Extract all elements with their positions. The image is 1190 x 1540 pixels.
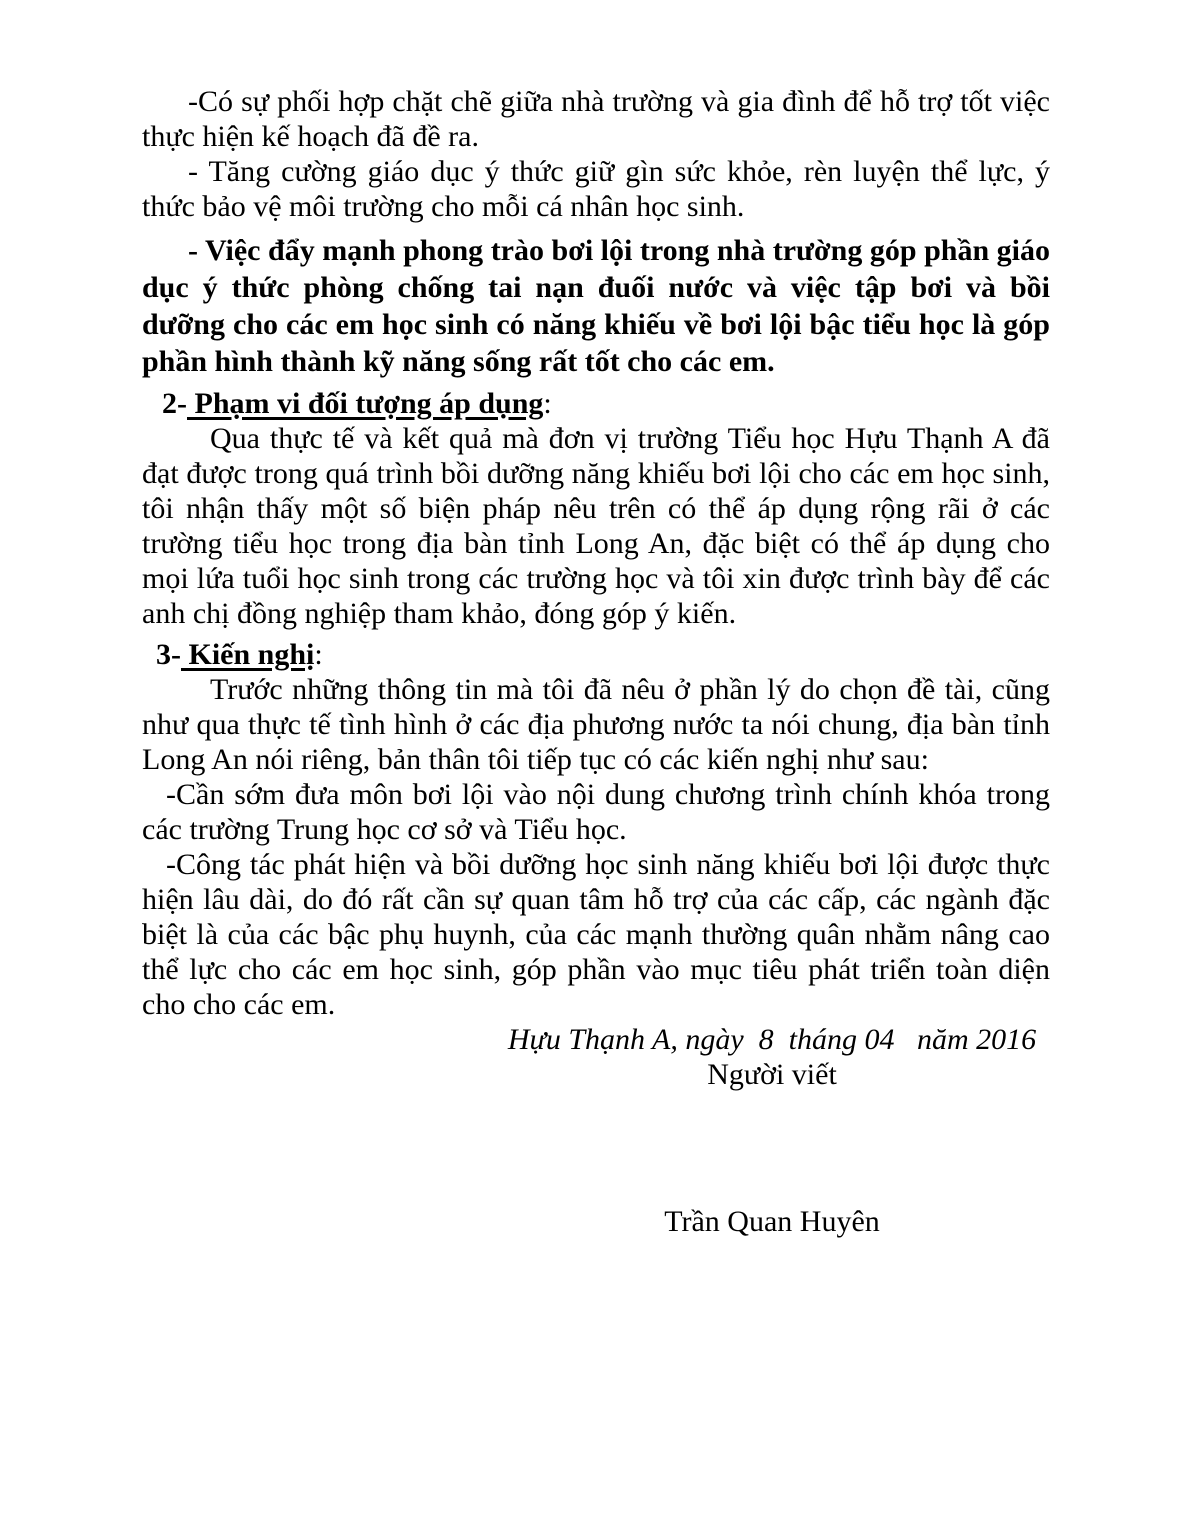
paragraph-scope-body: Qua thực tế và kết quả mà đơn vị trường Tiểu học Hựu Thạnh A đã đạt được trong quá trình bồi dưỡng năng khiếu bơi lội cho các em học sinh, tôi nhận thấy một số biện pháp nêu trên có thể áp dụng rộng rãi ở các trường tiểu học trong địa bàn tỉnh Long An, đặc biệt có thể áp dụng cho mọi lứa tuổi học sinh trong các trường học và tôi xin được trình bày để các anh chị đồng nghiệp tham khảo, đóng góp ý kiến.	[142, 422, 1050, 630]
section-number: 2-	[162, 387, 187, 420]
signer-name: Trần Quan Huyên	[664, 1205, 880, 1238]
paragraph-recommendations-intro: Trước những thông tin mà tôi đã nêu ở phần lý do chọn đề tài, cũng như qua thực tế tình hình ở các địa phương nước ta nói chung, địa bàn tỉnh Long An nói riêng, bản thân tôi tiếp tục có các kiến nghị như sau:	[142, 673, 1050, 776]
section-title: Kiến nghị	[181, 638, 315, 671]
signature-block	[492, 1022, 1052, 1239]
section-title: Phạm vi đối tượng áp dụng	[187, 387, 544, 420]
section-heading-recommendations	[142, 637, 1050, 672]
paragraph-cooperation: -Có sự phối hợp chặt chẽ giữa nhà trường và gia đình để hỗ trợ tốt việc thực hiện kế hoạch đã đề ra.	[142, 85, 1050, 153]
section-heading-scope	[142, 386, 1050, 421]
section-number: 3-	[156, 638, 181, 671]
signer-role: Người viết	[707, 1058, 837, 1091]
paragraph-health-education: - Tăng cường giáo dục ý thức giữ gìn sức khỏe, rèn luyện thể lực, ý thức bảo vệ môi trường cho mỗi cá nhân học sinh.	[142, 155, 1050, 223]
section-colon: :	[543, 387, 552, 420]
paragraph-recommendation-curriculum: -Cần sớm đưa môn bơi lội vào nội dung chương trình chính khóa trong các trường Trung học cơ sở và Tiểu học.	[142, 778, 1050, 846]
section-colon: :	[314, 638, 323, 671]
paragraph-recommendation-support: -Công tác phát hiện và bồi dưỡng học sinh năng khiếu bơi lội được thực hiện lâu dài, do đó rất cần sự quan tâm hỗ trợ của các cấp, các ngành đặc biệt là của các bậc phụ huynh, của các mạnh thường quân nhằm nâng cao thể lực cho các em học sinh, góp phần vào mục tiêu phát triển toàn diện cho cho các em.	[142, 848, 1050, 1021]
date-line: Hựu Thạnh A, ngày 8 tháng 04 năm 2016	[507, 1023, 1037, 1056]
paragraph-swimming-movement: - Việc đẩy mạnh phong trào bơi lội trong nhà trường góp phần giáo dục ý thức phòng chống tai nạn đuối nước và việc tập bơi và bồi dưỡng cho các em học sinh có năng khiếu về bơi lội bậc tiểu học là góp phần hình thành kỹ năng sống rất tốt cho các em.	[142, 234, 1050, 378]
